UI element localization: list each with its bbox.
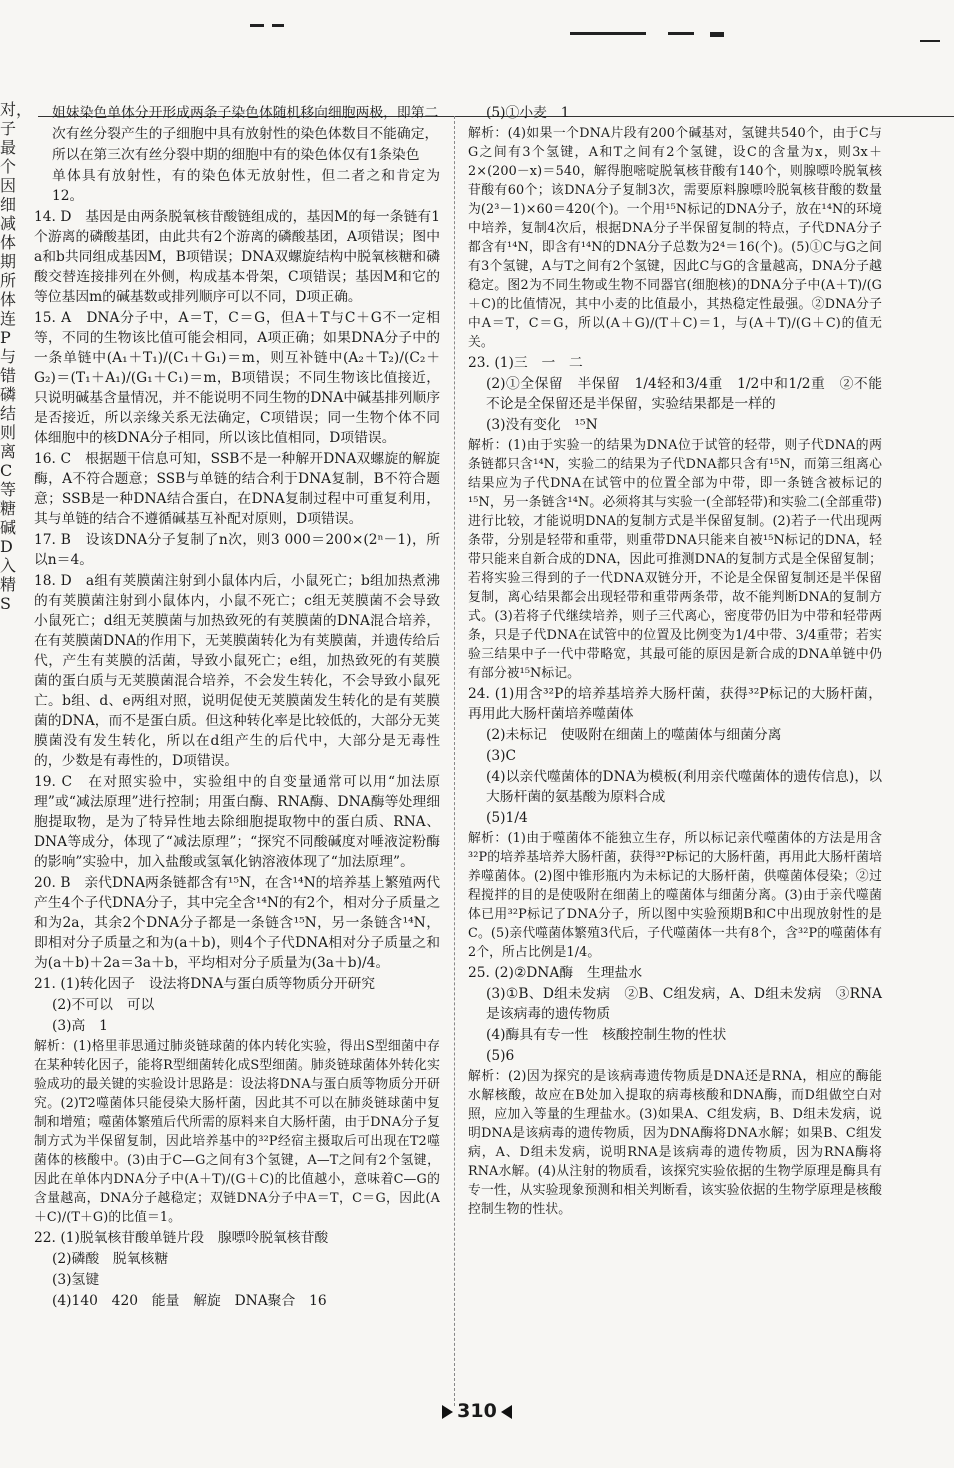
strip-char: 因 [0,176,17,195]
strip-char: 子 [0,119,17,138]
answer-paragraph: 解析：(1)由于实验一的结果为DNA位于试管的轻带，则子代DNA的两条链都只含¹⁴N，实验二的结果为子代DNA都只含有¹⁵N，而第三组离心结果应为子代DNA在试管中的位置全部为中带，即一条链含被标记的¹⁵N，另一条链含¹⁴N。必须将其与实验一(全部轻带)和实验二(全部重带)进行比较，才能说明DNA的复制方式是半保留复制。(2)若子一代出现两条带，分别是轻带和重带，则重带DNA只能来自被¹⁵N标记的DNA，轻带只能来自新合成的DNA，因此可推测DNA的复制方式是全保留复制；若将实验三得到的子一代DNA双链分开，不论是全保留复制还是半保留复制，离心结果都会出现轻带和重带两条带，故不能判断DNA的复制方式。(3)若将子代继续培养，则子三代离心，密度带仍旧为中带和轻带两条，只是子代DNA在试管中的位置及比例变为1/4中带、3/4重带；若实验三结果中子一代中带略宽，其最可能的原因是新合成的DNA单链中仍有部分被¹⁵N标记。 [468,438,882,681]
right-triangle-icon [442,1405,453,1419]
strip-char: 离 [0,442,17,461]
answer-paragraph: (5)①小麦 1 [486,105,570,121]
strip-char: 糖 [0,499,17,518]
strip-char: 所 [0,271,17,290]
answer-paragraph: 解析：(2)因为探究的是该病毒遗传物质是DNA还是RNA，相应的酶能水解核酸，故应在B处加入提取的病毒核酸和DNA酶，而D组做空白对照，应加入等量的生理盐水。(3)如果A、C组发病，B、D组未发病，说明DNA是该病毒的遗传物质，因为DNA酶将DNA水解；如果B、C组发病，A、D组未发病，说明RNA是该病毒的遗传物质，因为RNA酶将RNA水解。(4)从注射的物质看，该探究实验依据的生物学原理是酶具有专一性，从实验现象预测和相关判断看，该实验依据的生物学原理是核酸控制生物的性状。 [468,1069,882,1217]
column-separator [454,116,455,1406]
answer-paragraph: 22. (1)脱氧核苷酸单链片段 腺嘌呤脱氧核苷酸 [34,1230,329,1246]
answer-paragraph: 14. D 基因是由两条脱氧核苷酸链组成的，基因M的每一条链有1个游离的磷酸基团，由此共有2个游离的磷酸基团，A项错误；图中a和b共同组成基因M，B项错误；DNA双螺旋结构中脱氧核糖和磷酸交替连接排列在外侧，构成基本骨架，C项错误；基因M和它的等位基因m的碱基数或排列顺序可以不同，D项正确。 [34,209,440,305]
answer-paragraph: (2)不可以 可以 [52,997,155,1013]
answer-paragraph: (3)高 1 [52,1018,108,1034]
strip-char: 碱 [0,518,17,537]
answer-paragraph: 21. (1)转化因子 设法将DNA与蛋白质等物质分开研究 [34,976,376,992]
strip-char: 对， [0,100,33,119]
answer-paragraph: 19. C 在对照实验中，实验组中的自变量通常可以用“加法原理”或“减法原理”进行控制；用蛋白酶、RNA酶、DNA酶等处理细胞提取物，是为了特异性地去除细胞提取物中的蛋白质、RNA、DNA等成分，体现了“减法原理”；“探究不同酸碱度对唾液淀粉酶的影响”实验中，加入盐酸或氢氧化钠溶液体现了“加法原理”。 [34,774,440,870]
left-triangle-icon [501,1405,512,1419]
answer-paragraph: (3)C [486,748,517,764]
strip-char: 个 [0,157,17,176]
answer-paragraph: 25. (2)②DNA酶 生理盐水 [468,965,643,981]
answer-paragraph: 解析：(1)格里菲思通过肺炎链球菌的体内转化实验，得出S型细菌中存在某种转化因子，能将R型细菌转化成S型细菌。肺炎链球菌体外转化实验成功的最关键的实验设计思路是：设法将DNA与蛋白质等物质分开研究。(2)T2噬菌体只能侵染大肠杆菌，因此其不可以在肺炎链球菌中复制和增殖；噬菌体繁殖后代所需的原料来自大肠杆菌，由于DNA分子复制方式为半保留复制，因此培养基中的³²P经宿主摄取后可出现在T2噬菌体的核酸中。(3)由于C—G之间有3个氢键，A—T之间有2个氢键，因此在单体内DNA分子中(A＋T)/(G＋C)的比值越小，意味着C—G的含量越高，DNA分子越稳定；双链DNA分子中A＝T，C＝G，因此(A＋C)/(T＋G)的比值＝1。 [34,1039,440,1225]
answer-paragraph: (2)磷酸 脱氧核糖 [52,1251,169,1267]
cut-off-left-strip [0,100,33,800]
strip-char: 等 [0,480,17,499]
strip-char: 则 [0,423,17,442]
right-column [468,103,896,1220]
page-footer [0,1400,954,1422]
answer-paragraph: 解析：(1)由于噬菌体不能独立生存，所以标记亲代噬菌体的方法是用含³²P的培养基培养大肠杆菌，获得³²P标记的大肠杆菌，再用此大肠杆菌培养噬菌体。(2)图中锥形瓶内为未标记的大肠杆菌，供噬菌体侵染；②过程搅拌的目的是使吸附在细菌上的噬菌体与细菌分离。(3)由于亲代噬菌体已用³²P标记了DNA分子，所以图中实验预期B和C中出现放射性的是C。(5)亲代噬菌体繁殖3代后，子代噬菌体一共有8个，含³²P的噬菌体有2个，所占比例是1/4。 [468,831,882,960]
answer-paragraph: 20. B 亲代DNA两条链都含有¹⁵N，在含¹⁴N的培养基上繁殖两代产生4个子代DNA分子，其中完全含¹⁴N的有2个，相对分子质量之和为2a，其余2个DNA分子都是一条链含¹⁵N，另一条链含¹⁴N，即相对分子质量之和为(a＋b)，则4个子代DNA相对分子质量之和为(a＋b)＋2a＝3a＋b，平均相对分子质量为(3a＋b)/4。 [34,875,440,971]
answer-paragraph: 15. A DNA分子中，A＝T，C＝G，但A＋T与C＋G不一定相等，不同的生物该比值可能会相同，A项正确；如果DNA分子中的一条单链中(A₁＋T₁)/(C₁＋G₁)＝m，则互补链中(A₂＋T₂)/(C₂＋G₂)＝(T₁＋A₁)/(G₁＋C₁)＝m，B项错误；不同生物该比值接近，只说明碱基含量情况，并不能说明不同生物的DNA中碱基排列顺序是否接近，所以亲缘关系无法确定，C项错误；同一生物个体不同体细胞中的核DNA分子相同，所以该比值相同，D项错误。 [34,310,440,446]
answer-paragraph: (2)①全保留 半保留 1/4轻和3/4重 1/2中和1/2重 ②不能 不论是全保留还是半保留，实验结果都是一样的 [486,376,896,412]
strip-char: 错 [0,366,17,385]
strip-char: 磷 [0,385,17,404]
strip-char: 体 [0,290,17,309]
page-number: 310 [457,1400,497,1422]
answer-paragraph: (3)氢键 [52,1272,100,1288]
strip-char: 体 [0,233,17,252]
strip-char: 精 [0,575,17,594]
answer-paragraph: (5)6 [486,1048,515,1064]
strip-char: S [0,594,11,613]
strip-char: P [0,328,11,347]
answer-paragraph: (3)①B、D组未发病 ②B、C组发病，A、D组未发病 ③RNA是该病毒的遗传物质 [486,986,882,1022]
strip-char: 与 [0,347,17,366]
answer-paragraph: 17. B 设该DNA分子复制了n次，则3 000＝200×(2ⁿ－1)，所以n＝4。 [34,532,440,568]
answer-paragraph: 单体具有放射性，有的染色体无放射性，但二者之和肯定为12。 [52,168,440,204]
strip-char: 连 [0,309,17,328]
answer-paragraph: (5)1/4 [486,810,528,826]
strip-char: 细 [0,195,17,214]
strip-char: C [0,461,13,480]
strip-char: 最 [0,138,17,157]
left-column [34,103,440,1312]
answer-paragraph: (4)酶具有专一性 核酸控制生物的性状 [486,1027,727,1043]
answer-paragraph: 次有丝分裂产生的子细胞中具有放射性的染色体数目不能确定， [52,126,439,142]
answer-paragraph: (3)没有变化 ¹⁵N [486,417,598,433]
answer-paragraph: (2)未标记 使吸附在细菌上的噬菌体与细菌分离 [486,727,782,743]
strip-char: 结 [0,404,17,423]
strip-char: 减 [0,214,17,233]
answer-paragraph: 16. C 根据题干信息可知，SSB不是一种解开DNA双螺旋的解旋酶，A不符合题意；SSB与单链的结合利于DNA复制，B不符合题意；SSB是一种DNA结合蛋白，在DNA复制过程中可重复利用，其与单链的结合不遵循碱基互补配对原则，D项错误。 [34,451,440,527]
strip-char: 期 [0,252,17,271]
strip-char: 入 [0,556,17,575]
answer-paragraph: 解析：(4)如果一个DNA片段有200个碱基对，氢键共540个，由于C与G之间有3个氢键，A和T之间有2个氢键，设C的含量为x，则3x＋2×(200－x)＝540，解得胞嘧啶脱氧核苷酸有140个，则腺嘌呤脱氧核苷酸有60个；该DNA分子复制3次，需要原料腺嘌呤脱氧核苷酸的数量为(2³－1)×60＝420(个)。一个用¹⁵N标记的DNA分子，放在¹⁴N的环境中培养，复制4次后，根据DNA分子半保留复制的特点，子代DNA分子都含有¹⁴N，即含有¹⁴N的DNA分子总数为2⁴＝16(个)。(5)①C与G之间有3个氢键，A与T之间有2个氢键，因此C与G的含量越高，DNA分子越稳定。图2为不同生物或生物不同器官(细胞核)的DNA分子中(A＋T)/(G＋C)的比值情况，其中小麦的比值最小，其热稳定性最强。②DNA分子中A＝T，C＝G，所以(A＋G)/(T＋C)＝1，与(A＋T)/(G＋C)的值无关。 [468,126,882,350]
answer-paragraph: (4)以亲代噬菌体的DNA为模板(利用亲代噬菌体的遗传信息)，以大肠杆菌的氨基酸为原料合成 [486,769,882,805]
top-print-marks [0,0,954,60]
answer-paragraph: 23. (1)三 一 二 [468,355,583,371]
answer-paragraph: 24. (1)用含³²P的培养基培养大肠杆菌，获得³²P标记的大肠杆菌，再用此大肠杆菌培养噬菌体 [468,686,882,722]
strip-char: D [0,537,13,556]
answer-paragraph: 所以在第三次有丝分裂中期的细胞中有的染色体仅有1条染色 [52,147,420,163]
answer-paragraph: 姐妹染色单体分开形成两条子染色体随机移向细胞两极，即第二 [52,105,439,121]
answer-paragraph: 18. D a组有荚膜菌注射到小鼠体内后，小鼠死亡；b组加热煮沸的有荚膜菌注射到小鼠体内，小鼠不死亡；c组无荚膜菌不会导致小鼠死亡；d组无荚膜菌与加热致死的有荚膜菌的DNA混合培养，在有荚膜菌DNA的作用下，无荚膜菌转化为有荚膜菌，并遗传给后代，产生有荚膜的活菌，导致小鼠死亡；e组，加热致死的有荚膜菌的蛋白质与无荚膜菌混合培养，不会发生转化，不会导致小鼠死亡。b组、d、e两组对照，说明促使无荚膜菌发生转化的是有荚膜菌的DNA，而不是蛋白质。但这种转化率是比较低的，大部分无荚膜菌没有发生转化，所以在d组产生的后代中，大部分是无毒性的，少数是有毒性的，D项错误。 [34,573,440,769]
answer-paragraph: (4)140 420 能量 解旋 DNA聚合 16 [52,1293,327,1309]
